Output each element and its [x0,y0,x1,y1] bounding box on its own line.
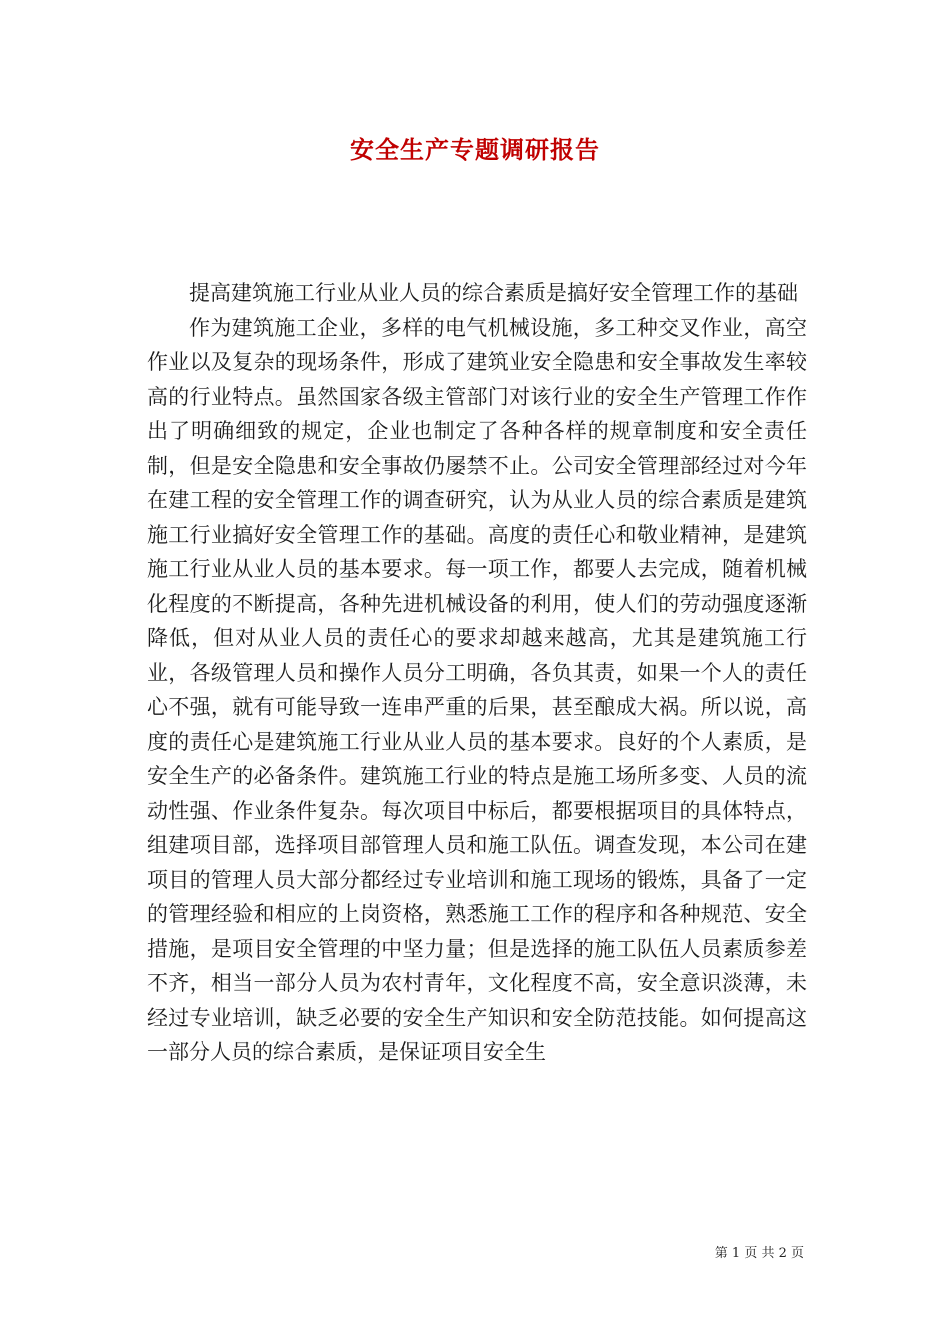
page-number: 第 1 页 共 2 页 [714,1246,804,1261]
paragraph-main: 作为建筑施工企业，多样的电气机械设施，多工种交叉作业，高空作业以及复杂的现场条件，形成了建筑业安全隐患和安全事故发生率较高的行业特点。虽然国家各级主管部门对该行业的安全生产管理工作作出了明确细致的规定，企业也制定了各种各样的规章制度和安全责任制，但是安全隐患和安全事故仍屡禁不止。公司安全管理部经过对今年在建工程的安全管理工作的调查研究，认为从业人员的综合素质是建筑施工行业搞好安全管理工作的基础。高度的责任心和敬业精神，是建筑施工行业从业人员的基本要求。每一项工作，都要人去完成，随着机械化程度的不断提高，各种先进机械设备的利用，使人们的劳动强度逐渐降低，但对从业人员的责任心的要求却越来越高，尤其是建筑施工行业，各级管理人员和操作人员分工明确，各负其责，如果一个人的责任心不强，就有可能导致一连串严重的后果，甚至酿成大祸。所以说，高度的责任心是建筑施工行业从业人员的基本要求。良好的个人素质，是安全生产的必备条件。建筑施工行业的特点是施工场所多变、人员的流动性强、作业条件复杂。每次项目中标后，都要根据项目的具体特点，组建项目部，选择项目部管理人员和施工队伍。调查发现，本公司在建项目的管理人员大部分都经过专业培训和施工现场的锻炼，具备了一定的管理经验和相应的上岗资格，熟悉施工工作的程序和各种规范、安全措施，是项目安全管理的中坚力量；但是选择的施工队伍人员素质参差不齐，相当一部分人员为农村青年，文化程度不高，安全意识淡薄，未经过专业培训，缺乏必要的安全生产知识和安全防范技能。如何提高这一部分人员的综合素质，是保证项目安全生 [147,315,807,1064]
document-body [147,276,807,1070]
document-title: 安全生产专题调研报告 [350,135,600,164]
paragraph-heading: 提高建筑施工行业从业人员的综合素质是搞好安全管理工作的基础 [189,281,798,305]
